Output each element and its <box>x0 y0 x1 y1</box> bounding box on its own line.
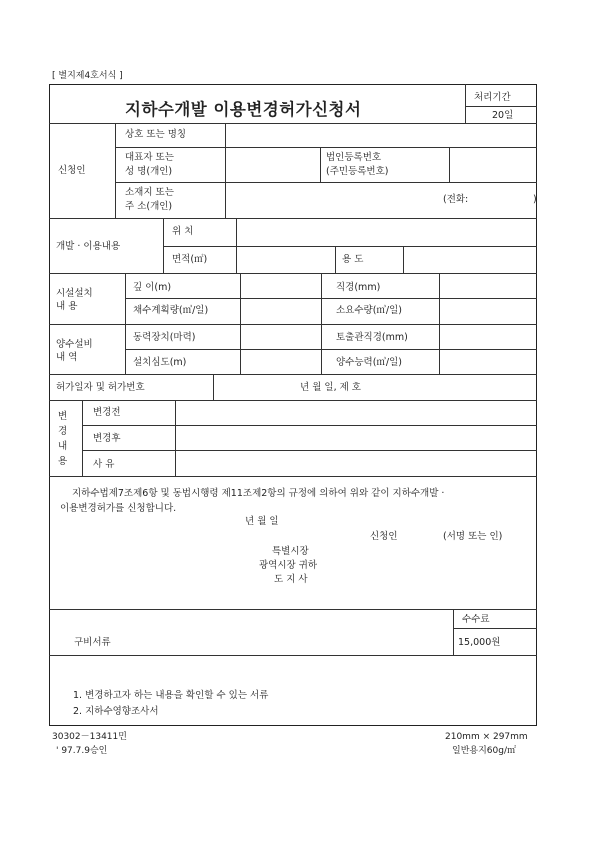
after-change-field[interactable] <box>176 426 536 450</box>
discharge-diameter-label: 토출관직경(mm) <box>336 332 408 343</box>
extraction-plan-label: 채수계획량(㎥/일) <box>133 305 209 316</box>
required-document-item: 1. 변경하고자 하는 내용을 확인할 수 있는 서류 <box>73 690 269 701</box>
form-code: 30302－13411민 <box>52 732 127 742</box>
application-date[interactable]: 년 월 일 <box>245 516 279 527</box>
change-section-char: 내 <box>58 441 68 452</box>
processing-period-label: 처리기간 <box>474 92 511 103</box>
area-field[interactable] <box>237 247 334 272</box>
divider <box>453 609 454 655</box>
representative-name-field[interactable] <box>226 148 319 182</box>
location-field[interactable] <box>237 219 536 245</box>
extraction-plan-field[interactable] <box>241 299 320 323</box>
recipient-line2: 광역시장 귀하 <box>259 560 318 571</box>
phone-label: (전화: <box>443 194 469 205</box>
trade-name-field[interactable] <box>226 124 536 147</box>
discharge-diameter-field[interactable] <box>440 325 536 349</box>
permit-date-number-value[interactable]: 년 월 일, 제 호 <box>300 382 361 393</box>
fee-label: 수수료 <box>462 614 490 625</box>
required-document-item: 2. 지하수영향조사서 <box>73 706 159 717</box>
required-volume-label: 소요수량(㎥/일) <box>336 305 402 316</box>
representative-label-line2: 성 명(개인) <box>125 166 173 177</box>
location-label: 위 치 <box>172 226 194 237</box>
change-section-char: 용 <box>58 456 68 467</box>
recipient-line3: 도 지 사 <box>274 574 308 585</box>
development-section-label: 개발 · 이용내용 <box>56 241 121 252</box>
divider <box>453 628 537 629</box>
required-documents-label: 구비서류 <box>74 637 111 648</box>
divider <box>465 106 537 107</box>
permit-date-number-label: 허가일자 및 허가번호 <box>56 382 145 393</box>
approval-date: ' 97.7.9승인 <box>56 746 108 756</box>
after-change-label: 변경후 <box>93 433 121 444</box>
signature-field[interactable]: (서명 또는 인) <box>443 531 503 542</box>
reason-field[interactable] <box>176 451 536 475</box>
install-depth-field[interactable] <box>241 350 320 373</box>
application-statement-line2: 이용변경허가를 신청합니다. <box>60 503 177 514</box>
before-change-label: 변경전 <box>93 407 121 418</box>
applicant-signature-label: 신청인 <box>370 531 398 542</box>
depth-label: 깊 이(m) <box>133 282 172 293</box>
facility-section-label-line2: 내 용 <box>56 301 78 312</box>
power-unit-field[interactable] <box>241 325 320 349</box>
pumping-capacity-label: 양수능력(㎥/일) <box>336 357 402 368</box>
change-section-char: 변 <box>58 411 68 422</box>
corp-reg-number-label-line1: 법인등록번호 <box>326 152 382 163</box>
purpose-label: 용 도 <box>342 254 364 265</box>
address-label-line2: 주 소(개인) <box>125 201 173 212</box>
diameter-label: 직경(mm) <box>336 282 381 293</box>
application-statement-line1: 지하수법제7조제6항 및 동법시행령 제11조제2항의 규정에 의하여 위와 같이 지하수개발 · <box>72 488 445 499</box>
divider <box>320 147 321 182</box>
change-section-char: 경 <box>58 426 68 437</box>
divider <box>115 123 116 218</box>
corp-reg-number-field[interactable] <box>450 148 536 182</box>
form-number-tag: [ 별지제4호서식 ] <box>52 71 123 81</box>
trade-name-label: 상호 또는 명칭 <box>125 129 187 140</box>
processing-period-value: 20일 <box>492 110 514 121</box>
area-label: 면적(㎡) <box>172 254 208 265</box>
divider <box>335 246 336 273</box>
before-change-field[interactable] <box>176 401 536 425</box>
phone-close-paren: ) <box>533 194 537 205</box>
reason-label: 사 유 <box>93 459 115 470</box>
corp-reg-number-label-line2: (주민등록번호) <box>326 166 389 177</box>
paper-type: 일반용지60g/㎡ <box>452 746 516 756</box>
divider <box>213 374 214 400</box>
divider <box>49 609 537 610</box>
representative-label-line1: 대표자 또는 <box>125 152 174 163</box>
required-volume-field[interactable] <box>440 299 536 323</box>
pumping-capacity-field[interactable] <box>440 350 536 373</box>
form-title: 지하수개발 이용변경허가신청서 <box>125 100 362 119</box>
divider <box>49 374 537 375</box>
purpose-field[interactable] <box>404 247 536 272</box>
power-unit-label: 동력장치(마력) <box>133 332 196 343</box>
install-depth-label: 설치심도(m) <box>133 357 187 368</box>
divider <box>465 84 466 124</box>
recipient-line1: 특별시장 <box>272 546 309 557</box>
facility-section-label-line1: 시설설치 <box>56 288 93 299</box>
divider <box>82 400 83 476</box>
address-label-line1: 소재지 또는 <box>125 187 174 198</box>
fee-value: 15,000원 <box>458 637 501 648</box>
pump-section-label-line1: 양수설비 <box>56 339 93 350</box>
diameter-field[interactable] <box>440 274 536 298</box>
paper-size: 210mm × 297mm <box>445 732 528 742</box>
depth-field[interactable] <box>241 274 320 298</box>
applicant-section-label: 신청인 <box>58 165 86 176</box>
divider <box>49 655 537 656</box>
pump-section-label-line2: 내 역 <box>56 352 78 363</box>
divider <box>49 476 537 477</box>
address-field[interactable] <box>226 183 536 217</box>
